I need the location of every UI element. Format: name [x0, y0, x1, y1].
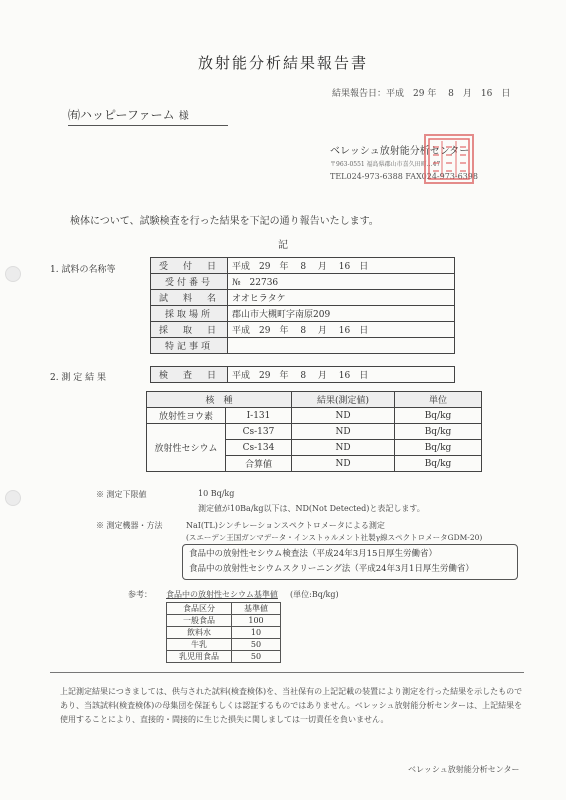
nuclide-cell: Cs-137: [226, 424, 292, 440]
unit-cell: Bq/kg: [395, 408, 482, 424]
nuclide-cell: I-131: [226, 408, 292, 424]
info-value: № 22736: [228, 274, 455, 290]
footer-disclaimer: 上記測定結果につきましては、供与された試料(検査検体)を、当社保有の上記記載の装置により測定を行った結果を示したものであり、当該試料(検査検体)の母集団を保証もしくは認証するものではありません。ベレッシュ放射能分析センターは、上記結果を使用することにより、直接的・間接的に生じた損失に関しましては一切責任を負いません。: [60, 687, 523, 724]
nuclide-cell: Cs-134: [226, 440, 292, 456]
table-row: [167, 627, 281, 639]
group-iodine: 放射性ヨウ素: [147, 408, 226, 424]
method-line1: NaI(TL)シンチレーションスペクトロメータによる測定: [186, 521, 385, 530]
table-row: [167, 615, 281, 627]
info-label: 採取場所: [151, 306, 228, 322]
ref-value: 50: [232, 639, 281, 651]
issuer-address: 〒963-0551 福島県郡山市喜久田町…47: [330, 161, 441, 168]
table-row: [167, 639, 281, 651]
inspection-date-value: 平成 29 年 8 月 16 日: [228, 367, 455, 383]
issuer-name: ベレッシュ放射能分析センター: [330, 146, 470, 157]
table-row: [147, 424, 482, 440]
header-unit: 単位: [395, 392, 482, 408]
header-result: 結果(測定値): [292, 392, 395, 408]
info-value: オオヒラタケ: [228, 290, 455, 306]
intro-text: 検体について、試験検査を行った結果を下記の通り報告いたします。: [70, 216, 379, 227]
info-value: 平成 29 年 8 月 16 日: [228, 258, 455, 274]
reference-title: 食品中の放射性セシウム基準値: [166, 590, 278, 599]
info-value: [228, 338, 455, 354]
method-standard-2: 食品中の放射性セシウムスクリーニング法（平成24年3月1日厚生労働省）: [189, 564, 474, 574]
reference-label: 参考：: [128, 590, 152, 599]
info-label: 採 取 日: [151, 322, 228, 338]
unit-cell: Bq/kg: [395, 424, 482, 440]
table-row: [151, 322, 455, 338]
inspection-date-label: 検 査 日: [151, 367, 228, 383]
client-suffix: 様: [178, 111, 189, 122]
info-label: 試 料 名: [151, 290, 228, 306]
nuclide-cell: 合算値: [226, 456, 292, 472]
client-name-text: ㈲ハッピーファーム: [68, 108, 175, 122]
seal-icon: [427, 137, 471, 181]
measurement-table: [146, 391, 482, 472]
section2-label: 2. 測 定 結 果: [50, 373, 107, 383]
result-cell: ND: [292, 408, 395, 424]
info-label: 受 付 日: [151, 258, 228, 274]
method-label: ※ 測定機器・方法: [96, 521, 163, 530]
ref-category: 飲料水: [167, 627, 232, 639]
unit-cell: Bq/kg: [395, 456, 482, 472]
measurement-header-row: [147, 392, 482, 408]
result-cell: ND: [292, 440, 395, 456]
result-cell: ND: [292, 456, 395, 472]
report-date: 結果報告日：平成 29 年 8 月 16 日: [332, 89, 511, 99]
footer-center-name: ベレッシュ放射能分析センター: [408, 765, 520, 774]
detection-limit-value: 10 Bq/kg: [198, 489, 235, 498]
info-label: 受付番号: [151, 274, 228, 290]
table-row: [147, 408, 482, 424]
table-row: [151, 274, 455, 290]
method-standard-1: 食品中の放射性セシウム検査法（平成24年3月15日厚生労働省）: [189, 549, 437, 559]
reference-unit: (単位:Bq/kg): [290, 590, 339, 599]
table-row: [167, 651, 281, 663]
page-title: 放射能分析結果報告書: [197, 54, 368, 72]
table-row: [151, 258, 455, 274]
ref-category: 乳児用食品: [167, 651, 232, 663]
inspection-date-table: [150, 366, 455, 383]
detection-limit-label: ※ 測定下限値: [96, 490, 147, 499]
ref-value: 50: [232, 651, 281, 663]
method-line2: (スエーデン王国ガンマデータ・インストゥルメント社製γ線スペクトロメータGDM-20): [186, 533, 483, 542]
ref-category: 一般食品: [167, 615, 232, 627]
client-name: [68, 106, 228, 126]
info-label: 特記事項: [151, 338, 228, 354]
table-row: [151, 290, 455, 306]
ref-value: 100: [232, 615, 281, 627]
detection-limit-note: 測定値が10Ba/kg以下は、ND(Not Detected)と表記します。: [198, 504, 425, 513]
section1-label: 1. 試料の名称等: [50, 265, 116, 275]
table-row: [151, 338, 455, 354]
reference-table: [166, 602, 281, 663]
ref-header-category: 食品区分: [167, 603, 232, 615]
company-seal-stamp: [424, 134, 474, 184]
table-row: [151, 306, 455, 322]
ref-header-value: 基準値: [232, 603, 281, 615]
ref-category: 牛乳: [167, 639, 232, 651]
sample-info-table: [150, 257, 455, 354]
method-standards-box: [182, 544, 518, 580]
info-value: 平成 29 年 8 月 16 日: [228, 322, 455, 338]
unit-cell: Bq/kg: [395, 440, 482, 456]
footer-divider: [50, 672, 524, 673]
header-nuclide: 核 種: [147, 392, 292, 408]
punch-hole: [5, 490, 21, 506]
result-cell: ND: [292, 424, 395, 440]
issuer-tel: TEL024-973-6388 FAX024-973-6398: [330, 172, 478, 181]
ref-value: 10: [232, 627, 281, 639]
ki-heading: 記: [278, 240, 288, 251]
group-cesium: 放射性セシウム: [147, 424, 226, 472]
info-value: 郡山市大槻町字南原209: [228, 306, 455, 322]
punch-hole: [5, 266, 21, 282]
